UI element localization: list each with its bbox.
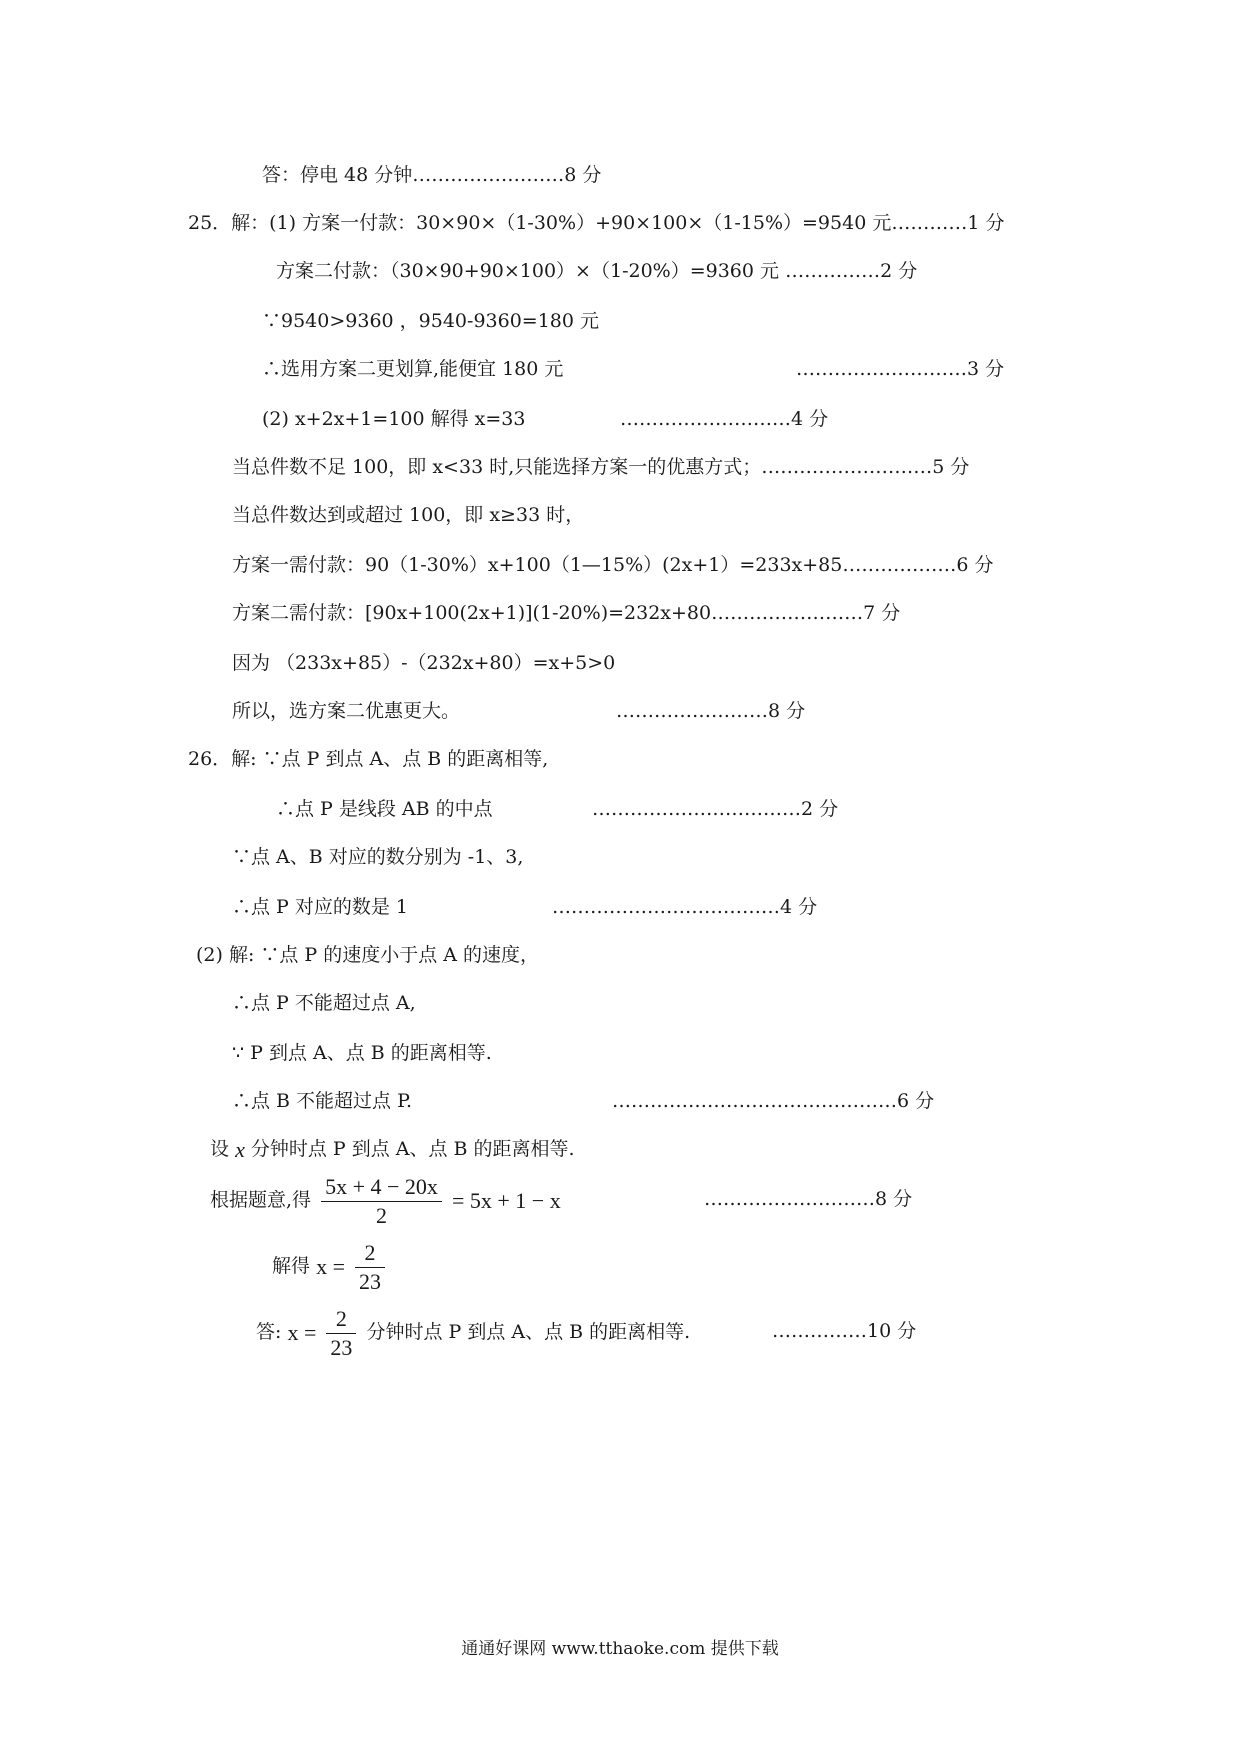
q26-result: ∴点 P 对应的数是 1 [232,896,408,918]
q25-case-more: 当总件数达到或超过 100，即 x≥33 时， [232,504,585,526]
q25-plan2-payment: 方案二付款：（30×90+90×100）×（1-20%）=9360 元 ……………2 分 [276,260,918,282]
answer-fraction: $\frac{2}{23}$ [326,1305,356,1362]
q26-start: 26．解: ∵点 P 到点 A、点 B 的距离相等, [188,748,549,770]
q25-score-3: ………………………3 分 [796,358,1005,380]
q25-conclusion-1: ∴选用方案二更划算,能便宜 180 元 [262,358,564,380]
q26-score-4: ………………………………4 分 [552,896,818,918]
q26-part2-line4: ∴点 B 不能超过点 P. [232,1090,413,1112]
q26-midpoint: ∴点 P 是线段 AB 的中点 [276,798,493,820]
q26-score-10: ……………10 分 [772,1320,917,1342]
q25-score-8: ……………………8 分 [616,700,806,722]
q25-comparison: ∵9540>9360 ，9540-9360=180 元 [262,310,600,332]
q26-values: ∵点 A、B 对应的数分别为 -1、3, [232,846,524,868]
answer-24-conclusion: 答：停电 48 分钟……………………8 分 [262,164,602,186]
q26-score-6: ………………………………………6 分 [612,1090,935,1112]
q25-plan1-payment: 25．解：(1) 方案一付款：30×90×（1-30%）+90×100×（1-15%）=9540 元…………1 分 [188,212,1005,234]
q25-score-4: ………………………4 分 [620,408,829,430]
q26-part2-start: (2) 解: ∵点 P 的速度小于点 A 的速度， [196,944,540,966]
q26-score-8: ………………………8 分 [704,1188,913,1210]
q25-final: 所以，选方案二优惠更大。 [232,700,461,722]
q25-part2-equation: (2) x+2x+1=100 解得 x=33 [262,408,526,430]
q26-part2-line3: ∵ P 到点 A、点 B 的距离相等. [232,1042,492,1064]
q25-case-less: 当总件数不足 100，即 x<33 时,只能选择方案一的优惠方式；………………………5 分 [232,456,970,478]
q26-solution: 解得 x = $\frac{2}{23}$ [272,1236,389,1297]
q25-difference: 因为 （233x+85）-（232x+80）=x+5>0 [232,652,616,674]
q25-plan1-cost: 方案一需付款：90（1-30%）x+100（1—15%）(2x+1）=233x+85………………6 分 [232,554,994,576]
q26-equation: 根据题意,得 $\frac{5x + 4 - 20x}{2}$ = 5x + 1 − x [210,1173,561,1228]
page-footer: 通通好课网 www.tthaoke.com 提供下载 [461,1639,779,1659]
q25-plan2-cost: 方案二需付款：[90x+100(2x+1)](1-20%)=232x+80……………………7 分 [232,602,901,624]
solution-fraction: $\frac{2}{23}$ [355,1239,385,1296]
q26-let-x: 设 x 分钟时点 P 到点 A、点 B 的距离相等. [210,1137,575,1162]
q26-score-2: ……………………………2 分 [592,798,839,820]
q26-part2-line2: ∴点 P 不能超过点 A, [232,992,416,1014]
equation-fraction: $\frac{5x + 4 - 20x}{2}$ [321,1173,442,1230]
q26-answer: 答: x = $\frac{2}{23}$ 分钟时点 P 到点 A、点 B 的距离相等. [256,1305,691,1360]
